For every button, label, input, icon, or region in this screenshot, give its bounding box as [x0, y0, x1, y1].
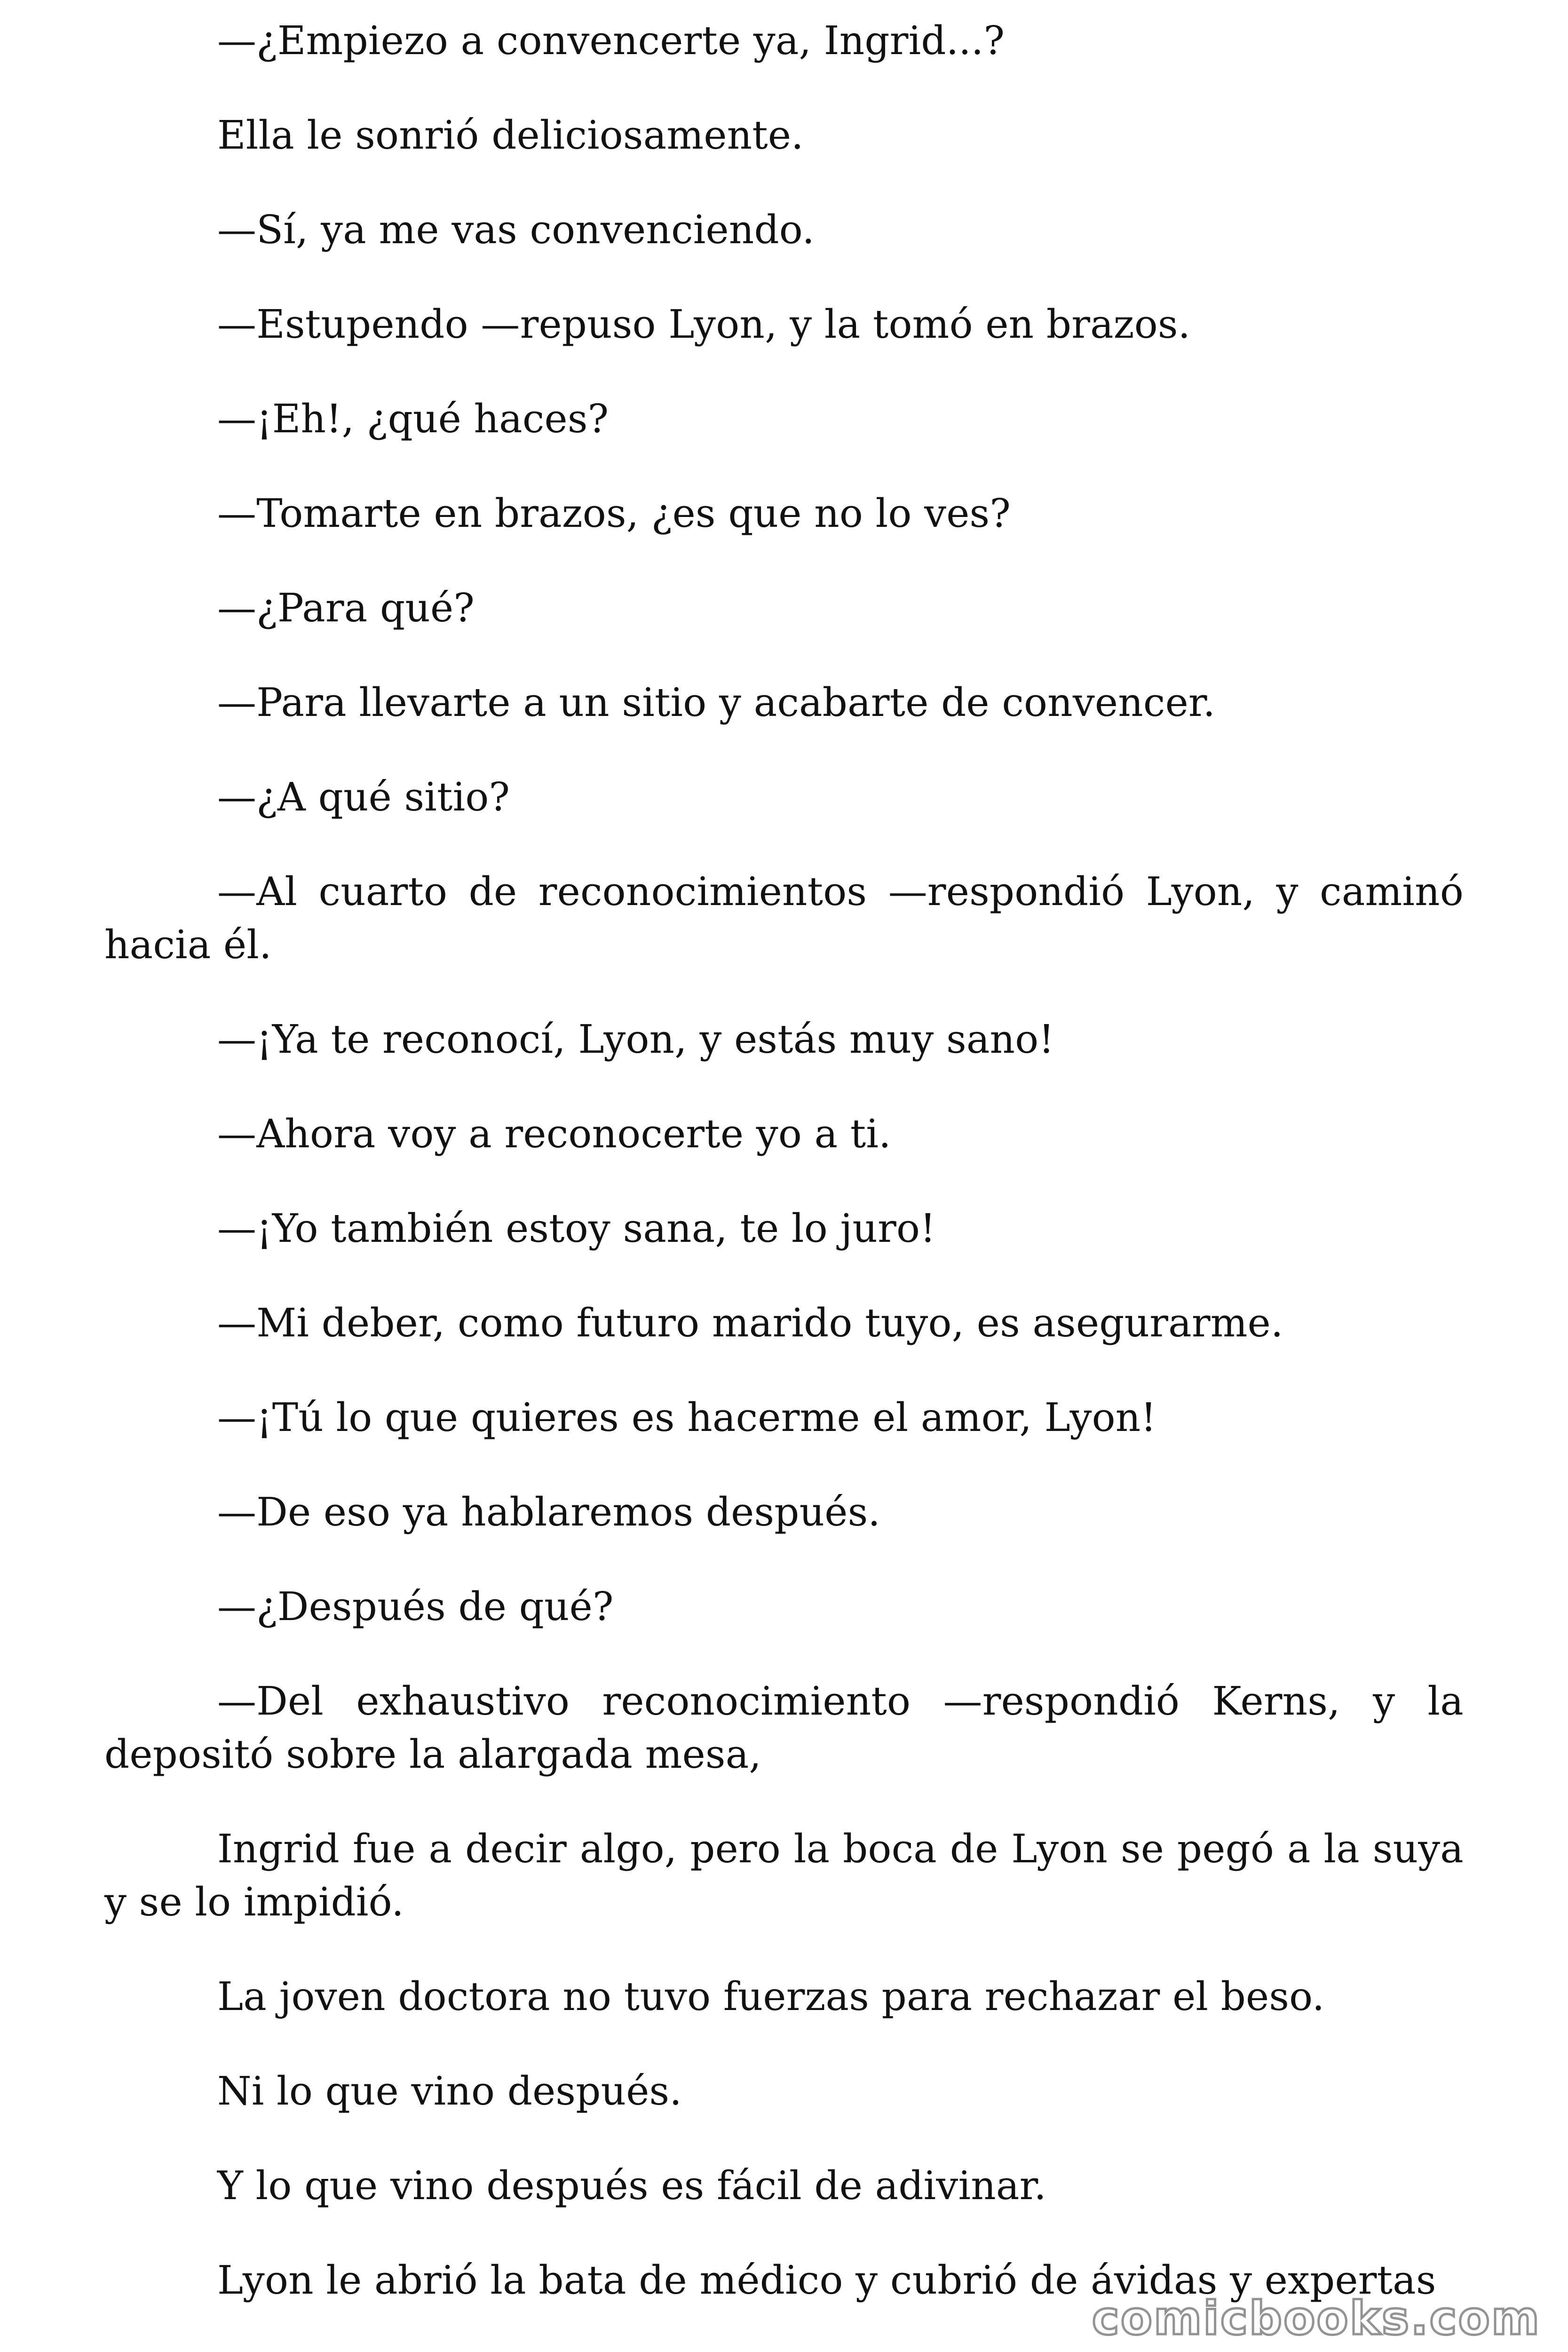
- paragraph: Lyon le abrió la bata de médico y cubrió de ávidas y expertas: [217, 2257, 1436, 2303]
- paragraph: —¡Eh!, ¿qué haces?: [217, 396, 609, 442]
- paragraph: Ingrid fue a decir algo, pero la boca de Lyon se pegó a la suya y se lo impidió.: [104, 1826, 1464, 1925]
- paragraph: La joven doctora no tuvo fuerzas para rechazar el beso.: [217, 1974, 1325, 2019]
- watermark-logo: comicbooks.com: [1092, 2292, 1541, 2345]
- paragraph: —Estupendo —repuso Lyon, y la tomó en brazos.: [217, 302, 1191, 347]
- paragraph: —Sí, ya me vas convenciendo.: [217, 207, 815, 253]
- paragraph: —Tomarte en brazos, ¿es que no lo ves?: [217, 491, 1011, 536]
- paragraph: —Para llevarte a un sitio y acabarte de convencer.: [217, 680, 1216, 725]
- paragraph: —¡Tú lo que quieres es hacerme el amor, Lyon!: [217, 1395, 1156, 1440]
- paragraph: —¡Yo también estoy sana, te lo juro!: [217, 1206, 936, 1251]
- paragraph: —¿Empiezo a convencerte ya, Ingrid...?: [217, 18, 1005, 64]
- paragraph: Y lo que vino después es fácil de adivinar.: [217, 2163, 1046, 2209]
- paragraph: —Del exhaustivo reconocimiento —respondió Kerns, y la depositó sobre la alargada mesa,: [104, 1678, 1464, 1777]
- paragraph: —¡Ya te reconocí, Lyon, y estás muy sano!: [217, 1017, 1054, 1062]
- paragraph: —Mi deber, como futuro marido tuyo, es asegurarme.: [217, 1300, 1283, 1346]
- paragraph: —¿Después de qué?: [217, 1584, 614, 1629]
- body-text: [104, 14, 1464, 2307]
- paragraph: —De eso ya hablaremos después.: [217, 1489, 880, 1535]
- paragraph: —¿A qué sitio?: [217, 774, 510, 820]
- paragraph: —Ahora voy a reconocerte yo a ti.: [217, 1111, 891, 1157]
- paragraph: Ni lo que vino después.: [217, 2068, 682, 2114]
- paragraph: Ella le sonrió deliciosamente.: [217, 112, 804, 158]
- paragraph: —Al cuarto de reconocimientos —respondió Lyon, y caminó hacia él.: [104, 869, 1464, 968]
- paragraph: —¿Para qué?: [217, 585, 475, 631]
